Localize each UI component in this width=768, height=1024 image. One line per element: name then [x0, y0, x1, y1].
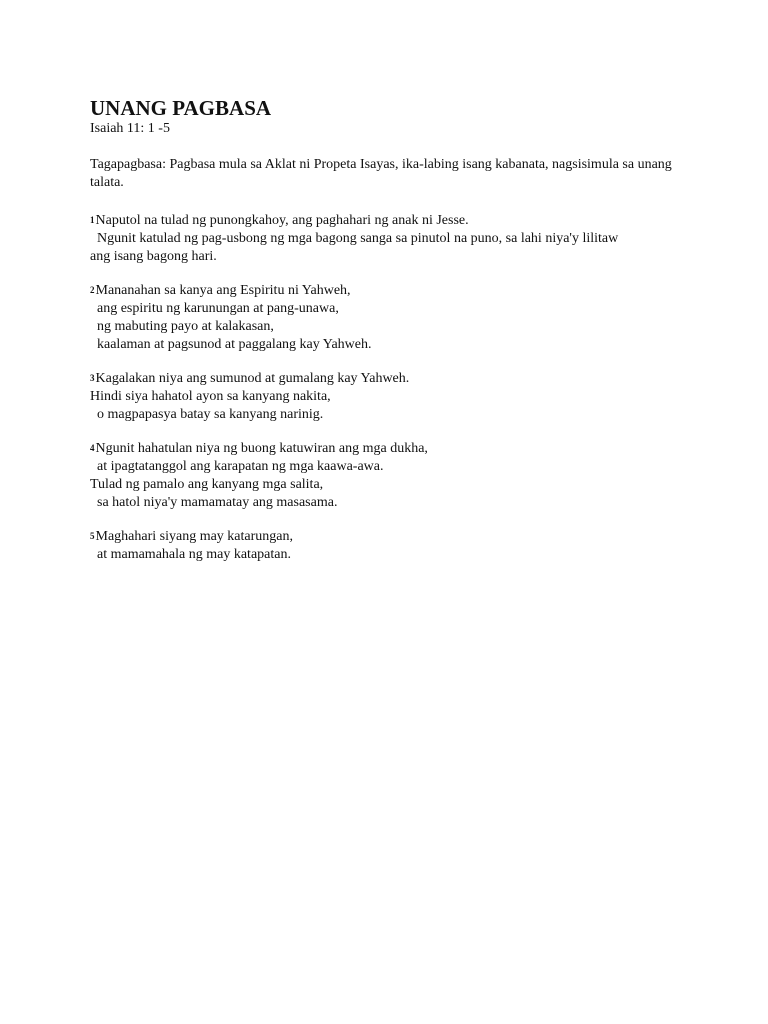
scripture-reference: Isaiah 11: 1 -5: [90, 121, 170, 136]
verse-number: 2: [90, 285, 95, 295]
verse-4: [90, 440, 690, 512]
verse-line: Hindi siya hahatol ayon sa kanyang nakita,: [90, 389, 331, 404]
verse-text: Ngunit hahatulan niya ng buong katuwiran ang mga dukha,: [95, 441, 428, 456]
verse-line: o magpapasya batay sa kanyang narinig.: [90, 407, 324, 422]
verse-line: [90, 440, 690, 458]
verse-text: Maghahari siyang may katarungan,: [95, 529, 293, 544]
verse-line: at mamamahala ng may katapatan.: [90, 547, 291, 562]
verse-1: [90, 212, 690, 266]
verse-number: 1: [90, 215, 95, 225]
verse-number: 3: [90, 373, 95, 383]
verse-number: 4: [90, 443, 95, 453]
verse-line: [90, 528, 690, 546]
verse-text: Mananahan sa kanya ang Espiritu ni Yahweh,: [95, 283, 351, 298]
verse-line: kaalaman at pagsunod at paggalang kay Yahweh.: [90, 337, 372, 352]
document-page: [90, 96, 690, 580]
verse-3: [90, 370, 690, 424]
verse-line: ang espiritu ng karunungan at pang-unawa,: [90, 301, 339, 316]
verse-line: at ipagtatanggol ang karapatan ng mga kaawa-awa.: [90, 459, 384, 474]
verse-line: sa hatol niya'y mamamatay ang masasama.: [90, 495, 338, 510]
verse-line: [90, 370, 690, 388]
verse-line: [90, 212, 690, 230]
reader-intro: Tagapagbasa: Pagbasa mula sa Aklat ni Propeta Isayas, ika-labing isang kabanata, nagsisimula sa unang talata.: [90, 157, 672, 190]
verse-line: ng mabuting payo at kalakasan,: [90, 319, 274, 334]
verse-2: [90, 282, 690, 354]
page-title: UNANG PAGBASA: [90, 96, 272, 120]
verse-5: [90, 528, 690, 564]
verse-line: Ngunit katulad ng pag-usbong ng mga bagong sanga sa pinutol na puno, sa lahi niya'y lilitaw: [90, 231, 619, 246]
verse-number: 5: [90, 531, 95, 541]
verse-line: ang isang bagong hari.: [90, 249, 217, 264]
verse-text: Kagalakan niya ang sumunod at gumalang kay Yahweh.: [95, 371, 410, 386]
verse-line: Tulad ng pamalo ang kanyang mga salita,: [90, 477, 324, 492]
verse-text: Naputol na tulad ng punongkahoy, ang paghahari ng anak ni Jesse.: [95, 213, 469, 228]
verse-line: [90, 282, 690, 300]
